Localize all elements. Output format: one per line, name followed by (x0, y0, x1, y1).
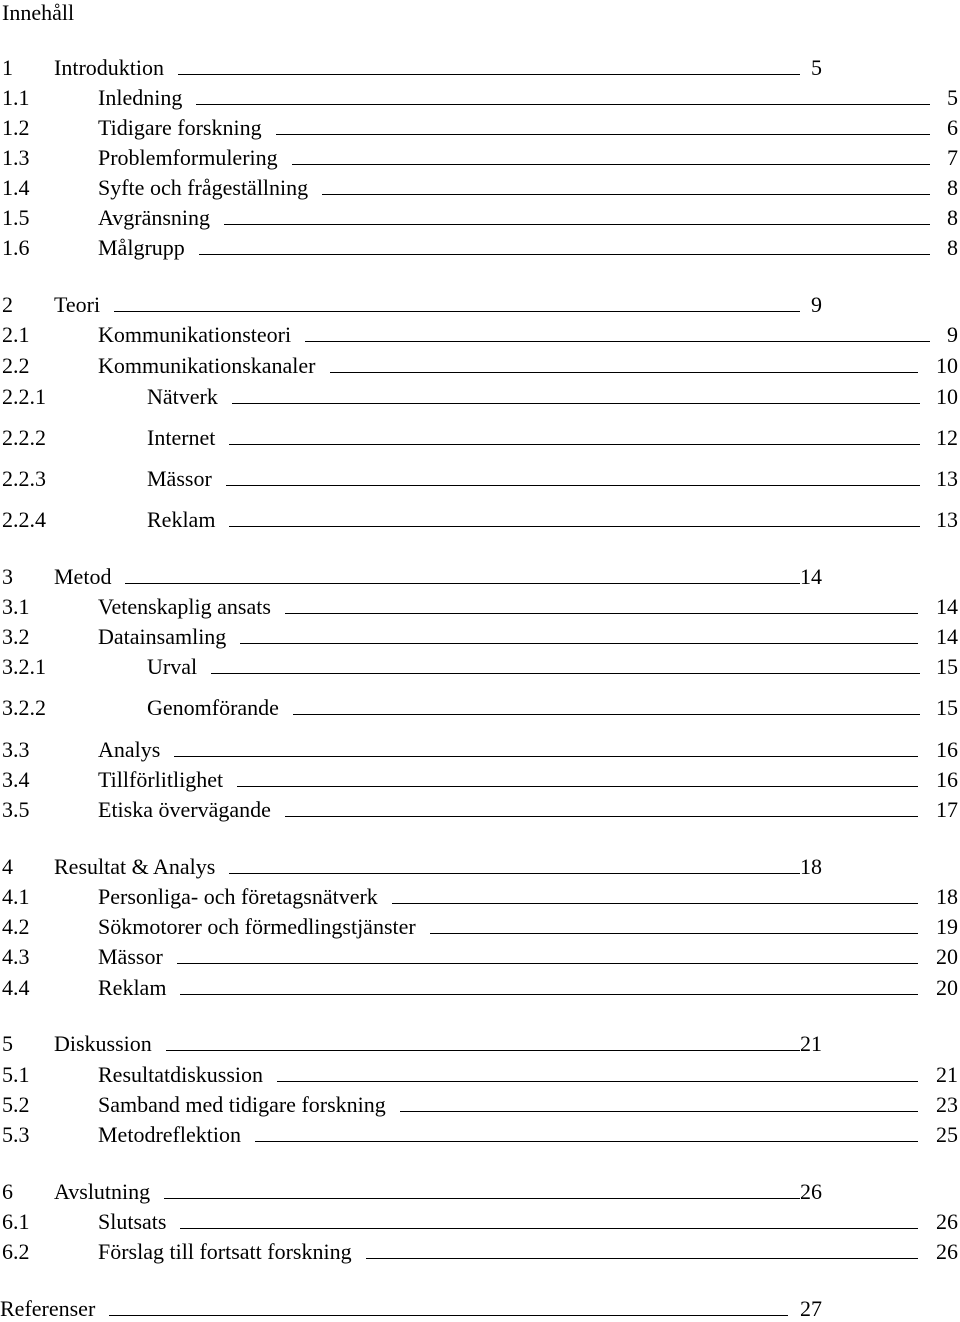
toc-entry-page: 8 (947, 205, 958, 230)
toc-leader-line (224, 224, 930, 225)
toc-entry[interactable] (2, 654, 960, 680)
toc-entry-title: Vetenskaplig ansats (98, 594, 271, 619)
toc-entry-number: 6.2 (2, 1239, 30, 1264)
toc-entry-number: 3.5 (2, 797, 30, 822)
toc-leader-line (125, 583, 800, 584)
toc-entry-number: 6 (2, 1179, 13, 1204)
toc-entry-title: Analys (98, 737, 161, 762)
toc-leader-line (229, 526, 920, 527)
toc-entry-number: 2.2.4 (2, 507, 46, 532)
toc-entry[interactable] (2, 235, 960, 261)
toc-leader-line (255, 1141, 918, 1142)
toc-entry-number: 5.3 (2, 1122, 30, 1147)
toc-entry[interactable] (0, 1296, 958, 1322)
toc-entry-page: 26 (936, 1209, 958, 1234)
toc-entry-title: Reklam (98, 975, 167, 1000)
toc-entry-page: 23 (936, 1092, 958, 1117)
toc-entry-title: Inledning (98, 85, 183, 110)
toc-entry[interactable] (2, 175, 960, 201)
toc-entry[interactable] (2, 944, 960, 970)
toc-entry[interactable] (2, 292, 960, 318)
toc-entry-page: 26 (800, 1179, 822, 1204)
toc-entry[interactable] (2, 1092, 960, 1118)
toc-entry-title: Referenser (0, 1296, 96, 1321)
toc-entry-number: 5.2 (2, 1092, 30, 1117)
toc-entry-title: Kommunikationsteori (98, 322, 292, 347)
toc-entry[interactable] (2, 145, 960, 171)
toc-entry[interactable] (2, 1122, 960, 1148)
toc-entry[interactable] (2, 854, 960, 880)
toc-entry-page: 12 (936, 425, 958, 450)
toc-entry-page: 7 (947, 145, 958, 170)
toc-entry[interactable] (2, 975, 960, 1001)
toc-entry-title: Avgränsning (98, 205, 211, 230)
page-title: Innehåll (2, 0, 75, 25)
toc-entry-number: 4.1 (2, 884, 30, 909)
toc-entry-title: Reklam (147, 507, 216, 532)
toc-entry-title: Metodreflektion (98, 1122, 241, 1147)
toc-entry-number: 1.5 (2, 205, 30, 230)
toc-entry-number: 3.1 (2, 594, 30, 619)
toc-entry[interactable] (2, 1239, 960, 1265)
toc-leader-line (292, 164, 930, 165)
toc-entry-title: Teori (54, 292, 101, 317)
toc-entry[interactable] (2, 695, 960, 721)
toc-entry-title: Internet (147, 425, 216, 450)
toc-entry-title: Mässor (147, 466, 212, 491)
toc-entry-title: Kommunikationskanaler (98, 353, 316, 378)
toc-entry-title: Tillförlitlighet (98, 767, 224, 792)
toc-entry-number: 3.3 (2, 737, 30, 762)
toc-leader-line (114, 311, 800, 312)
toc-leader-line (285, 613, 918, 614)
toc-entry-title: Nätverk (147, 384, 218, 409)
toc-entry-number: 3.4 (2, 767, 30, 792)
toc-entry-page: 5 (947, 85, 958, 110)
toc-entry-number: 3.2 (2, 624, 30, 649)
toc-entry-number: 4.4 (2, 975, 30, 1000)
toc-entry-page: 27 (800, 1296, 822, 1321)
toc-entry[interactable] (2, 1062, 960, 1088)
toc-leader-line (305, 341, 930, 342)
toc-entry-page: 21 (800, 1031, 822, 1056)
toc-leader-line (392, 903, 918, 904)
toc-entry-number: 4.2 (2, 914, 30, 939)
toc-entry-number: 3.2.1 (2, 654, 46, 679)
toc-entry-number: 1.3 (2, 145, 30, 170)
toc-leader-line (240, 643, 918, 644)
toc-entry-number: 1.6 (2, 235, 30, 260)
toc-leader-line (174, 756, 918, 757)
toc-entry[interactable] (2, 507, 960, 533)
toc-entry-page: 20 (936, 975, 958, 1000)
toc-entry-page: 17 (936, 797, 958, 822)
toc-leader-line (330, 372, 918, 373)
toc-entry-number: 4.3 (2, 944, 30, 969)
toc-leader-line (180, 1228, 918, 1229)
toc-leader-line (400, 1111, 918, 1112)
toc-entry-title: Introduktion (54, 55, 164, 80)
toc-entry[interactable] (2, 466, 960, 492)
toc-entry-number: 1.4 (2, 175, 30, 200)
toc-entry-title: Resultat & Analys (54, 854, 216, 879)
toc-entry[interactable] (2, 1031, 960, 1057)
toc-entry-title: Problemformulering (98, 145, 278, 170)
toc-entry-title: Förslag till fortsatt forskning (98, 1239, 352, 1264)
toc-entry[interactable] (2, 884, 960, 910)
toc-entry-title: Urval (147, 654, 198, 679)
toc-entry-page: 14 (936, 624, 958, 649)
toc-entry-page: 25 (936, 1122, 958, 1147)
toc-entry-title: Genomförande (147, 695, 279, 720)
toc-leader-line (285, 816, 918, 817)
toc-leader-line (277, 1081, 918, 1082)
toc-entry-number: 2 (2, 292, 13, 317)
toc-entry[interactable] (2, 425, 960, 451)
toc-entry-title: Metod (54, 564, 112, 589)
toc-leader-line (430, 933, 918, 934)
toc-entry-page: 21 (936, 1062, 958, 1087)
toc-entry[interactable] (2, 384, 960, 410)
toc-leader-line (109, 1315, 788, 1316)
toc-entry-title: Diskussion (54, 1031, 152, 1056)
toc-leader-line (164, 1198, 800, 1199)
toc-entry-title: Tidigare forskning (98, 115, 262, 140)
toc-entry-number: 1.1 (2, 85, 30, 110)
toc-entry[interactable] (2, 353, 960, 379)
toc-leader-line (237, 786, 918, 787)
toc-entry-page: 18 (800, 854, 822, 879)
toc-leader-line (276, 134, 930, 135)
toc-entry[interactable] (2, 85, 960, 111)
toc-entry-page: 19 (936, 914, 958, 939)
toc-entry-number: 6.1 (2, 1209, 30, 1234)
toc-entry[interactable] (2, 594, 960, 620)
toc-entry-page: 6 (947, 115, 958, 140)
toc-leader-line (199, 254, 930, 255)
toc-leader-line (229, 444, 920, 445)
toc-entry-title: Resultatdiskussion (98, 1062, 264, 1087)
toc-entry[interactable] (2, 205, 960, 231)
toc-entry-number: 2.2.1 (2, 384, 46, 409)
toc-entry-number: 2.1 (2, 322, 30, 347)
toc-leader-line (322, 194, 930, 195)
toc-entry[interactable] (2, 914, 960, 940)
toc-entry-title: Datainsamling (98, 624, 227, 649)
toc-entry-title: Avslutning (54, 1179, 151, 1204)
toc-entry[interactable] (2, 1209, 960, 1235)
toc-leader-line (166, 1050, 800, 1051)
toc-entry-number: 5.1 (2, 1062, 30, 1087)
toc-entry[interactable] (2, 797, 960, 823)
toc-entry-page: 18 (936, 884, 958, 909)
toc-leader-line (178, 74, 800, 75)
toc-entry[interactable] (2, 55, 960, 81)
toc-entry-page: 16 (936, 737, 958, 762)
toc-entry-title: Målgrupp (98, 235, 185, 260)
toc-entry-title: Slutsats (98, 1209, 167, 1234)
toc-entry[interactable] (2, 322, 960, 348)
toc-entry-title: Syfte och frågeställning (98, 175, 309, 200)
toc-entry-page: 5 (811, 55, 822, 80)
toc-entry-page: 9 (811, 292, 822, 317)
toc-entry-page: 13 (936, 507, 958, 532)
toc-entry-page: 10 (936, 353, 958, 378)
toc-entry-page: 15 (936, 695, 958, 720)
toc-entry-number: 2.2.2 (2, 425, 46, 450)
toc-entry-page: 26 (936, 1239, 958, 1264)
toc-entry-page: 10 (936, 384, 958, 409)
toc-leader-line (366, 1258, 918, 1259)
toc-entry-number: 2.2 (2, 353, 30, 378)
toc-leader-line (180, 994, 918, 995)
toc-entry[interactable] (2, 1179, 960, 1205)
toc-entry[interactable] (2, 767, 960, 793)
toc-entry-number: 1 (2, 55, 13, 80)
toc-entry-page: 9 (947, 322, 958, 347)
toc-entry-number: 5 (2, 1031, 13, 1056)
toc-leader-line (293, 714, 920, 715)
toc-entry-page: 8 (947, 235, 958, 260)
toc-entry-title: Personliga- och företagsnätverk (98, 884, 378, 909)
toc-entry-title: Etiska övervägande (98, 797, 271, 822)
toc-entry-page: 8 (947, 175, 958, 200)
toc-entry[interactable] (2, 624, 960, 650)
toc-entry-page: 14 (800, 564, 822, 589)
toc-entry-title: Samband med tidigare forskning (98, 1092, 386, 1117)
toc-leader-line (232, 403, 920, 404)
toc-entry[interactable] (2, 115, 960, 141)
toc-entry-title: Sökmotorer och förmedlingstjänster (98, 914, 416, 939)
toc-entry-number: 3.2.2 (2, 695, 46, 720)
toc-entry-number: 1.2 (2, 115, 30, 140)
toc-leader-line (226, 485, 920, 486)
toc-leader-line (211, 673, 920, 674)
toc-leader-line (229, 873, 800, 874)
toc-entry-number: 2.2.3 (2, 466, 46, 491)
toc-entry-page: 13 (936, 466, 958, 491)
toc-entry-page: 15 (936, 654, 958, 679)
toc-entry-number: 3 (2, 564, 13, 589)
toc-entry[interactable] (2, 737, 960, 763)
toc-entry[interactable] (2, 564, 960, 590)
toc-entry-title: Mässor (98, 944, 163, 969)
toc-entry-page: 20 (936, 944, 958, 969)
toc-leader-line (196, 104, 930, 105)
toc-entry-page: 16 (936, 767, 958, 792)
toc-entry-page: 14 (936, 594, 958, 619)
toc-entry-number: 4 (2, 854, 13, 879)
toc-leader-line (177, 963, 918, 964)
